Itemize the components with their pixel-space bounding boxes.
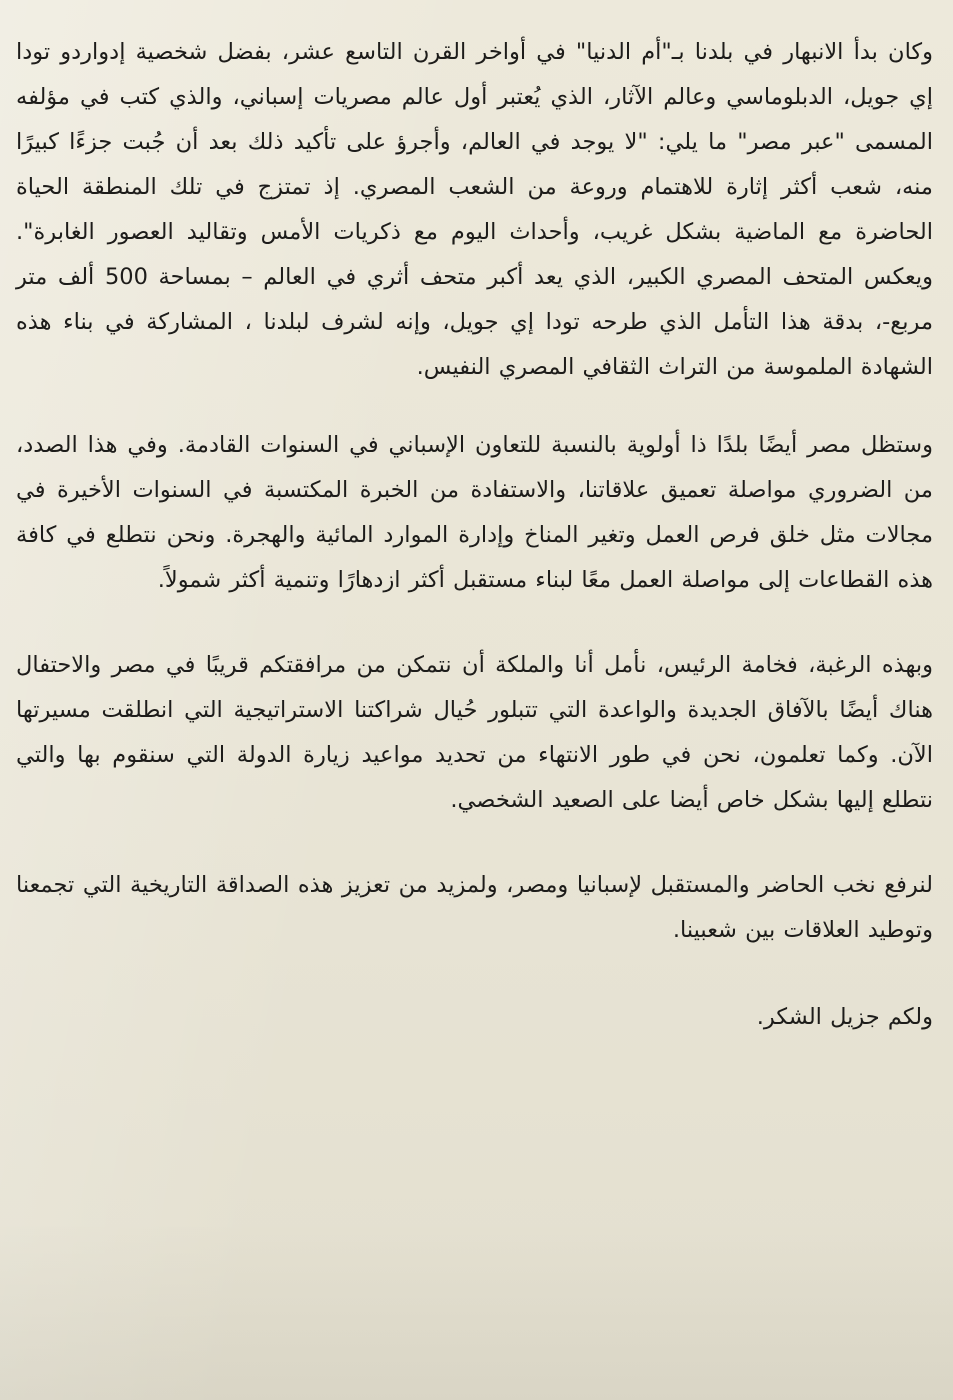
paragraph-toast: لنرفع نخب الحاضر والمستقبل لإسبانيا ومصر، ولمزيد من تعزيز هذه الصداقة التاريخية التي تجمعنا وتوطيد العلاقات بين شعبينا. xyxy=(16,872,933,943)
page-shadow xyxy=(0,1220,953,1400)
paragraph-closing-thanks: ولكم جزيل الشكر. xyxy=(756,1004,933,1030)
paragraph-historical-fascination: وكان بدأ الانبهار في بلدنا بـ"أم الدنيا" في أواخر القرن التاسع عشر، بفضل شخصية إدواردو تودا إي جويل، الدبلوماسي وعالم الآثار، الذي يُعتبر أول عالم مصريات إسباني، والذي كتب في مؤلفه المسمى "عبر مصر" ما يلي: "لا يوجد في العالم، وأجرؤ على تأكيد ذلك بعد أن جُبت جزءًا كبيرًا منه، شعب أكثر إثارة للاهتمام وروعة من الشعب المصري. إذ تمتزج في تلك المنطقة الحياة الحاضرة مع الماضية بشكل غريب، وأحداث اليوم مع ذكريات الأمس وتقاليد العصور الغابرة". ويعكس المتحف المصري الكبير، الذي يعد أكبر متحف أثري في العالم – بمساحة 500 ألف متر مربع-، بدقة هذا التأمل الذي طرحه تودا إي جويل، وإنه لشرف لبلدنا ، المشاركة في بناء هذه الشهادة الملموسة من التراث الثقافي المصري النفيس. xyxy=(16,39,933,380)
paragraph-cooperation-priority: وستظل مصر أيضًا بلدًا ذا أولوية بالنسبة للتعاون الإسباني في السنوات القادمة. وفي هذا الصدد، من الضروري مواصلة تعميق علاقاتنا، والاستفادة من الخبرة المكتسبة في السنوات الأخيرة في مجالات مثل خلق فرص العمل وتغير المناخ وإدارة الموارد المائية والهجرة. ونحن نتطلع في كافة هذه القطاعات إلى مواصلة العمل معًا لبناء مستقبل أكثر ازدهارًا وتنمية أكثر شمولاً. xyxy=(16,432,933,593)
paragraph-state-visit: وبهذه الرغبة، فخامة الرئيس، نأمل أنا والملكة أن نتمكن من مرافقتكم قريبًا في مصر والاحتفال هناك أيضًا بالآفاق الجديدة والواعدة التي تتبلور حُيال شراكتنا الاستراتيجية التي انطلقت مسيرتها الآن. وكما تعلمون، نحن في طور الانتهاء من تحديد مواعيد زيارة الدولة التي سنقوم بها والتي نتطلع إليها بشكل خاص أيضا على الصعيد الشخصي. xyxy=(16,652,933,813)
